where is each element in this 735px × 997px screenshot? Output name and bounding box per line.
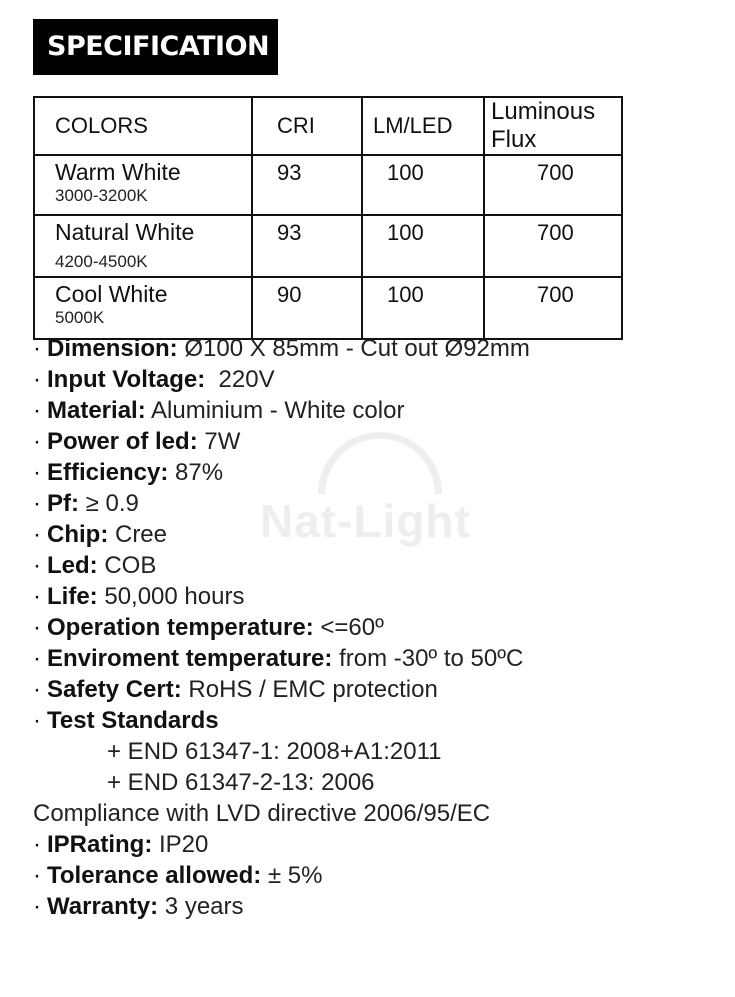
header-luminous-flux: Luminous Flux [484, 97, 622, 155]
spec-pf: · Pf: ≥ 0.9 [33, 490, 139, 517]
color-temperature: 4200-4500K [55, 252, 148, 271]
color-cell [34, 215, 252, 277]
spec-input-voltage: · Input Voltage: 220V [33, 366, 275, 393]
spec-chip: · Chip: Cree [33, 521, 167, 548]
spec-material: · Material: Aluminium - White color [33, 397, 405, 424]
color-name: Warm White [55, 159, 181, 185]
color-cell [34, 155, 252, 215]
header-lm-led: LM/LED [362, 97, 484, 155]
spec-ip-rating: · IPRating: IP20 [33, 831, 209, 858]
table-row [34, 277, 622, 339]
spec-operation-temperature: · Operation temperature: <=60º [33, 614, 384, 641]
lm-led-cell: 100 [362, 215, 484, 277]
compliance-note: Compliance with LVD directive 2006/95/EC [33, 800, 491, 827]
color-name: Natural White [55, 219, 195, 245]
header-colors: COLORS [34, 97, 252, 155]
cri-cell: 90 [252, 277, 362, 339]
table-row [34, 155, 622, 215]
color-cell [34, 277, 252, 339]
color-temperature: 3000-3200K [55, 186, 148, 205]
spec-warranty: · Warranty: 3 years [33, 893, 244, 920]
spec-environment-temperature: · Enviroment temperature: from -30º to 50ºC [33, 645, 524, 672]
standard-item: + END 61347-1: 2008+A1:2011 [107, 738, 442, 765]
spec-list [33, 333, 723, 922]
table-row [34, 215, 622, 277]
spec-tolerance: · Tolerance allowed: ± 5% [33, 862, 323, 889]
cri-cell: 93 [252, 215, 362, 277]
flux-cell: 700 [484, 277, 622, 339]
spec-dimension: · Dimension: Ø100 X 85mm - Cut out Ø92mm [33, 335, 530, 362]
spec-test-standards: · Test Standards [33, 707, 219, 734]
lm-led-cell: 100 [362, 277, 484, 339]
standard-item: + END 61347-2-13: 2006 [107, 769, 375, 796]
table-header-row [34, 97, 622, 155]
spec-table [33, 96, 623, 340]
page-title: SPECIFICATION [33, 19, 278, 75]
color-name: Cool White [55, 281, 168, 307]
spec-safety-cert: · Safety Cert: RoHS / EMC protection [33, 676, 438, 703]
spec-efficiency: · Efficiency: 87% [33, 459, 224, 486]
watermark-text: Nat-Light [260, 495, 471, 547]
flux-cell: 700 [484, 215, 622, 277]
spec-life: · Life: 50,000 hours [33, 583, 245, 610]
header-cri: CRI [252, 97, 362, 155]
spec-power: · Power of led: 7W [33, 428, 241, 455]
cri-cell: 93 [252, 155, 362, 215]
color-temperature: 5000K [55, 308, 105, 327]
flux-cell: 700 [484, 155, 622, 215]
lm-led-cell: 100 [362, 155, 484, 215]
spec-led: · Led: COB [33, 552, 157, 579]
